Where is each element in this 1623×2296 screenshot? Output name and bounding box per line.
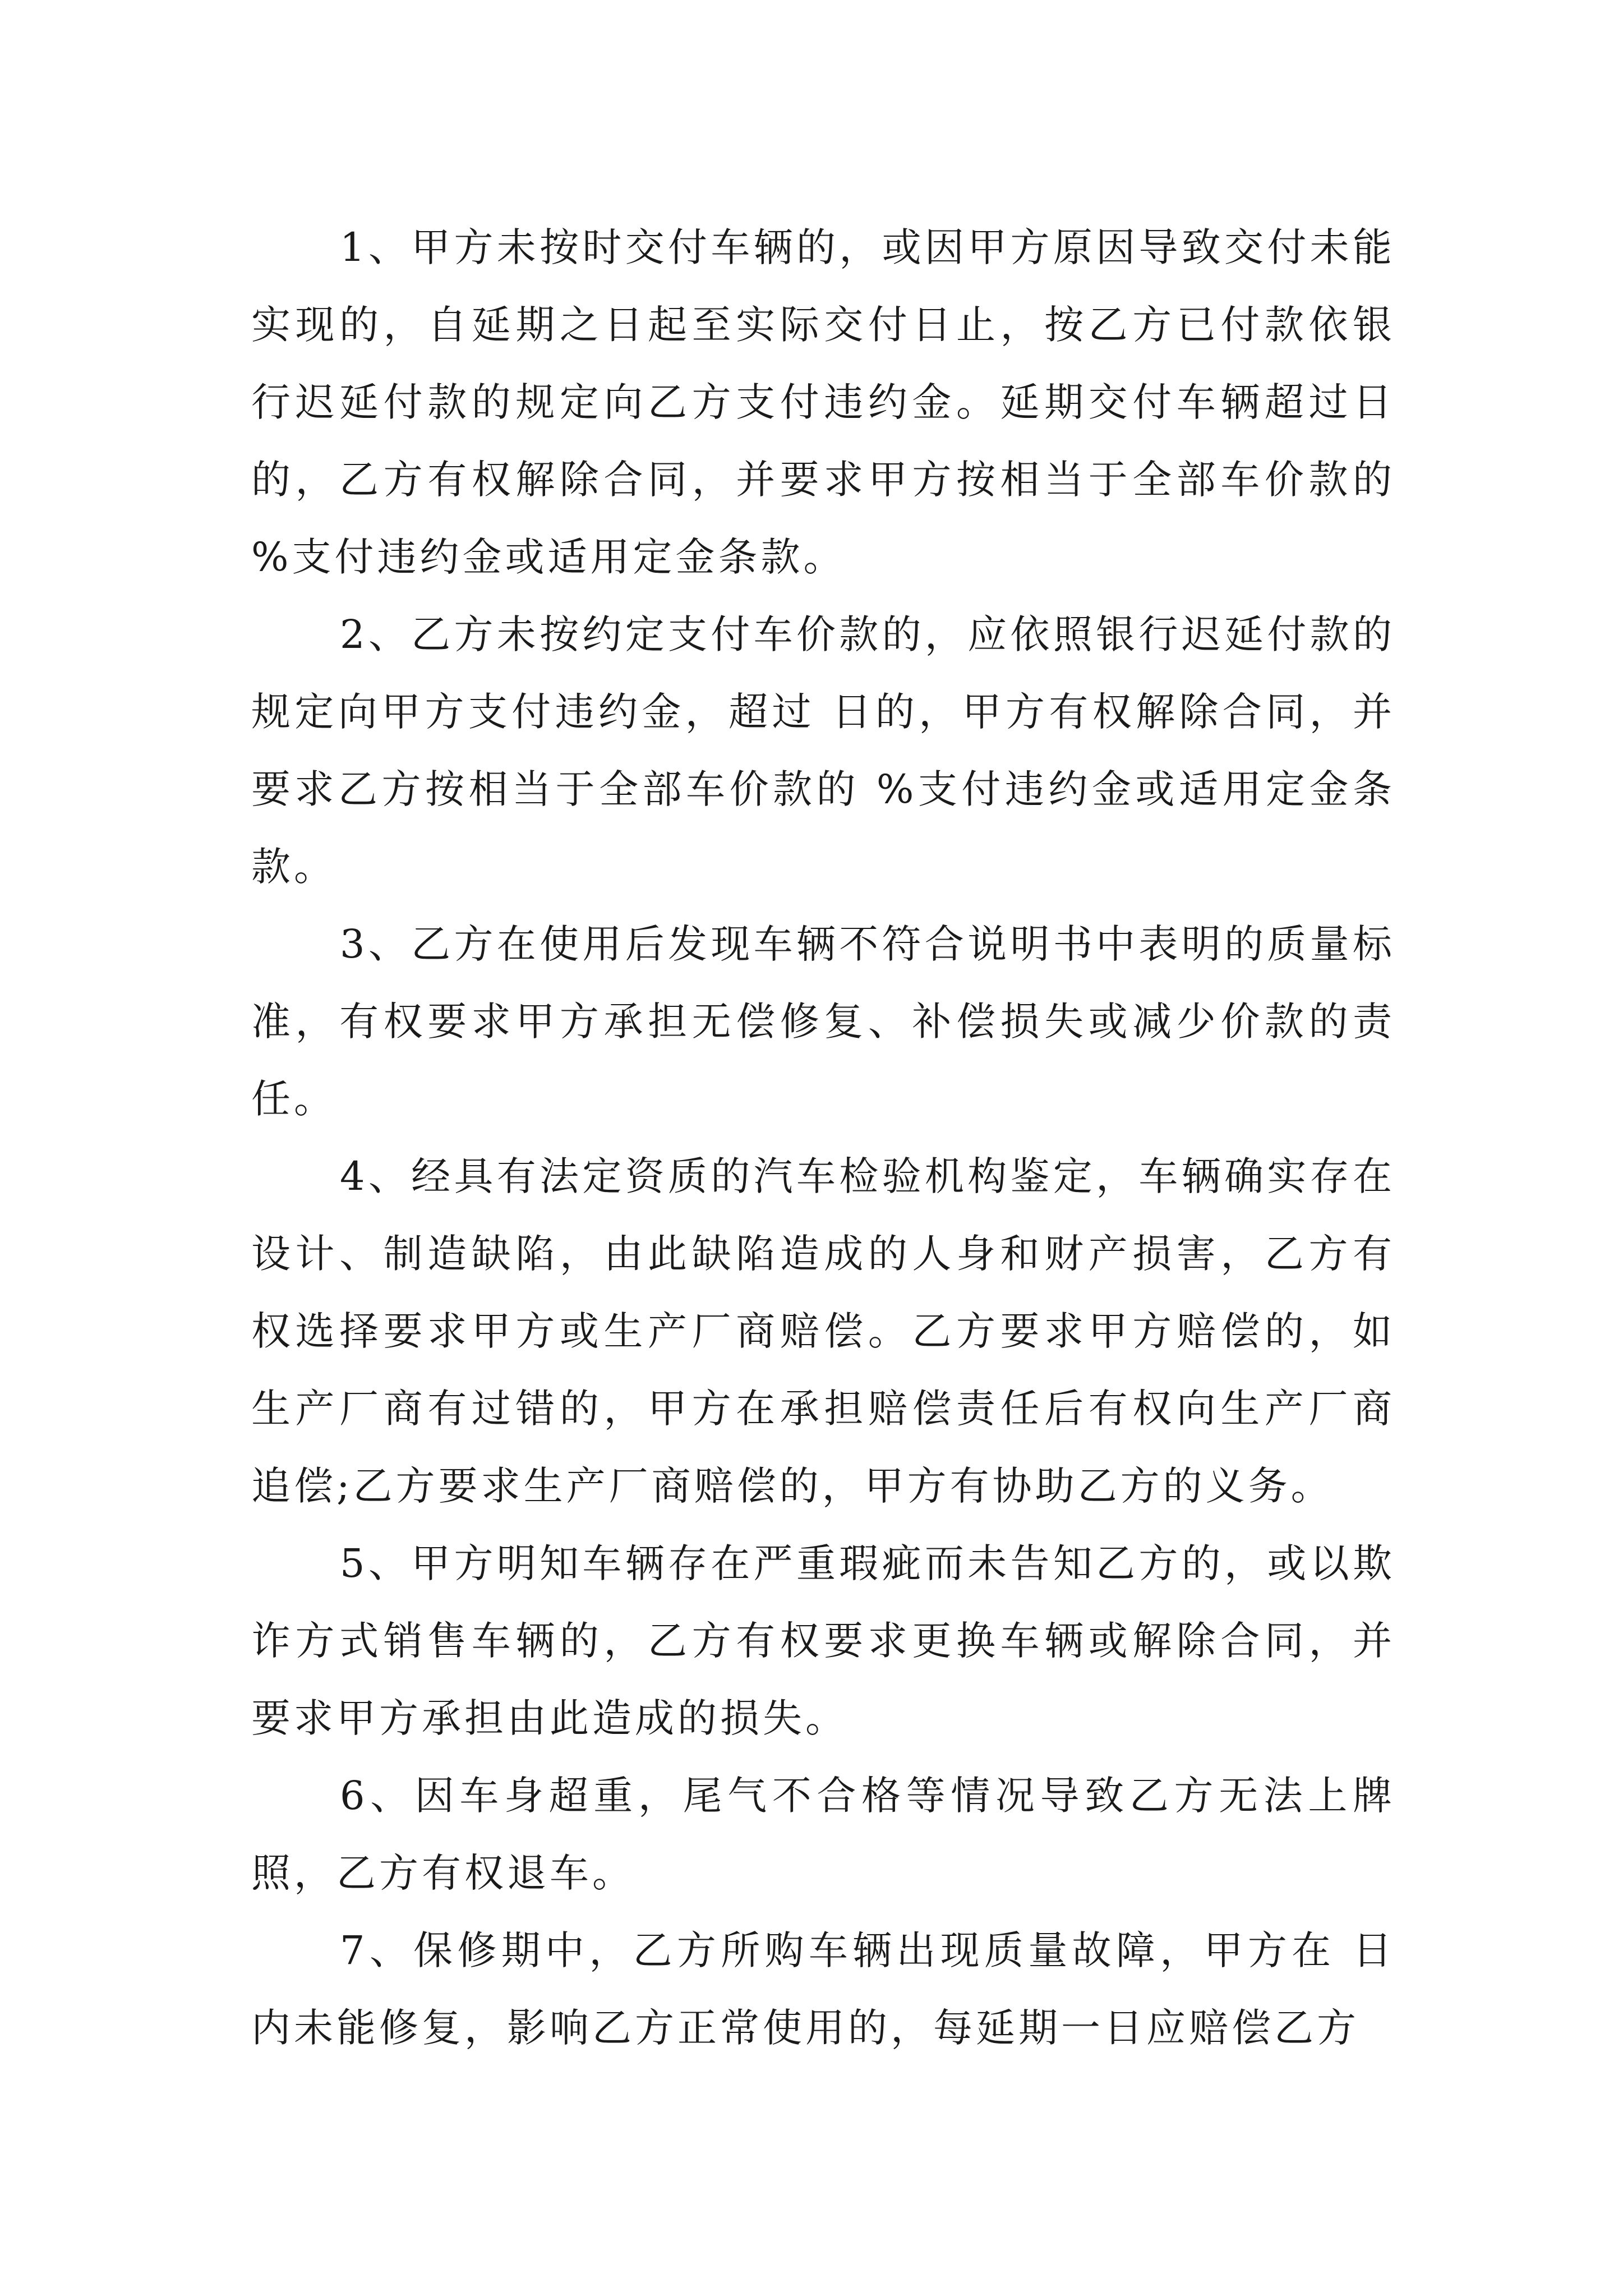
clause-6: 6、因车身超重，尾气不合格等情况导致乙方无法上牌照，乙方有权退车。 xyxy=(251,1773,1395,1896)
clause-4: 4、经具有法定资质的汽车检验机构鉴定，车辆确实存在设计、制造缺陷，由此缺陷造成的人身和财产损害，乙方有权选择要求甲方或生产厂商赔偿。乙方要求甲方赔偿的，如生产厂商有过错的，甲方在承担赔偿责任后有权向生产厂商追偿;乙方要求生产厂商赔偿的，甲方有协助乙方的义务。 xyxy=(251,1153,1395,1509)
clause-7: 7、保修期中，乙方所购车辆出现质量故障，甲方在 日内未能修复，影响乙方正常使用的，每延期一日应赔偿乙方 xyxy=(251,1927,1395,2051)
clause-3: 3、乙方在使用后发现车辆不符合说明书中表明的质量标准，有权要求甲方承担无偿修复、补偿损失或减少价款的责任。 xyxy=(251,921,1395,1122)
clause-1: 1、甲方未按时交付车辆的，或因甲方原因导致交付未能实现的，自延期之日起至实际交付日止，按乙方已付款依银行迟延付款的规定向乙方支付违约金。延期交付车辆超过日的，乙方有权解除合同，并要求甲方按相当于全部车价款的 %支付违约金或适用定金条款。 xyxy=(251,224,1395,580)
document-page xyxy=(251,209,1395,2067)
clause-5: 5、甲方明知车辆存在严重瑕疵而未告知乙方的，或以欺诈方式销售车辆的，乙方有权要求更换车辆或解除合同，并要求甲方承担由此造成的损失。 xyxy=(251,1540,1395,1741)
clause-2: 2、乙方未按约定支付车价款的，应依照银行迟延付款的规定向甲方支付违约金，超过 日的，甲方有权解除合同，并要求乙方按相当于全部车价款的 %支付违约金或适用定金条款。 xyxy=(251,611,1395,890)
